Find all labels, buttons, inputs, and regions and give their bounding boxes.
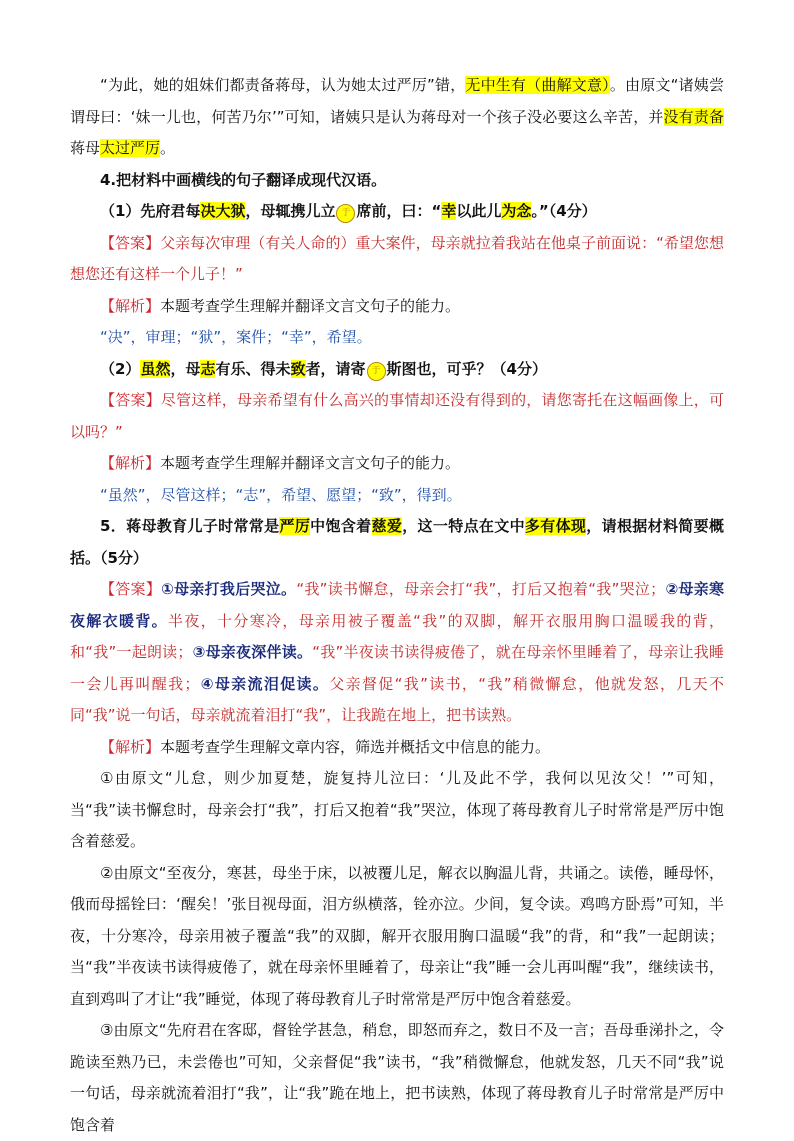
- answer-text: 半夜，十分寒冷，母亲用被子覆盖“我”的双脚，解开衣服用胸口温暖我的背，和“我”一起朗读；: [70, 611, 724, 661]
- text-segment: ，请根据材料简要概括。（5分）: [70, 517, 724, 567]
- highlight-keyword: 幸: [441, 202, 457, 220]
- analysis-text: 本题考查学生理解文章内容，筛选并概括文中信息的能力。: [160, 737, 551, 756]
- highlight-keyword: 虽然: [140, 359, 171, 378]
- answer-label: 【答案】: [100, 391, 161, 409]
- answer-text: 尽管这样，母亲希望有什么高兴的事情却还没有得到的，请您寄托在这幅画像上，可以吗？”: [70, 391, 724, 441]
- answer-4-1: [70, 228, 724, 291]
- highlight-keyword: 多有体现: [524, 517, 587, 535]
- highlight-keyword: 为念: [501, 202, 532, 220]
- answer-text: “我”半夜读书读得疲倦了，就在母亲怀里睡着了，母亲让我睡一会儿再叫醒我；: [70, 643, 725, 693]
- answer-key-point: ②母亲寒夜解衣暖背。: [70, 580, 724, 630]
- analysis-label: 【解析】: [100, 737, 161, 756]
- answer-key-point: ④母亲流泪促读。: [199, 674, 330, 693]
- note-4-2: “虽然”，尽管这样；“志”，希望、愿望；“致”，得到。: [100, 485, 462, 504]
- text-segment: 席前，曰：“: [356, 202, 442, 220]
- answer-key-point: ①母亲打我后哭泣。: [161, 580, 297, 598]
- text-segment: 者，请寄: [305, 359, 366, 378]
- highlight-keyword: 严厉: [279, 517, 311, 535]
- question-4-sub-2: （2）虽然，母志有乐、得未致者，请寄 于 斯图也，可乎？（4分）: [70, 354, 724, 386]
- answer-text: 父亲每次审理（有关人命的）重大案件，母亲就拉着我站在他桌子前面说：“希望您想想您还有这样一个儿子！”: [70, 233, 724, 283]
- note-4-1: “决”，审理；“狱”，案件；“幸”，希望。: [100, 328, 372, 346]
- question-4-sub-1: [70, 196, 724, 228]
- highlight-error-type: 无中生有（曲解文意）: [465, 76, 610, 94]
- circled-char: 于: [336, 204, 355, 223]
- answer-key-point: ③母亲夜深伴读。: [192, 643, 313, 661]
- highlight-keyword: 志: [200, 359, 216, 378]
- answer-4-2: [70, 385, 724, 448]
- explanation-5-2: ②由原文“至夜分，寒甚，母坐于床，以被覆儿足，解衣以胸温儿背，共诵之。读倦，睡母怀，俄而母摇铨曰：‘醒矣！’张目视母面，泪方纵横落，铨亦泣。少间，复令读。鸡鸣方卧焉”可知，半夜，十分寒冷，母亲用被子覆盖“我”的双脚，解开衣服用胸口温暖“我”的背，和“我”一起朗读；当“我”半夜读书读得疲倦了，就在母亲怀里睡着了，母亲让“我”睡一会儿再叫醒“我”，继续读书，直到鸡叫了才让“我”睡觉，体现了蒋母教育儿子时常常是严厉中饱含着慈爱。: [70, 863, 724, 1008]
- text-segment: 斯图也，可乎？（4分）: [386, 359, 547, 378]
- question-4-title: 4.把材料中画横线的句子翻译成现代汉语。: [100, 170, 387, 189]
- highlight-text: 没有责备: [663, 107, 724, 126]
- question-5-title: [70, 511, 724, 574]
- highlight-text: 太过严厉: [100, 139, 161, 157]
- text-segment: 。”（4分）: [531, 202, 597, 220]
- text-segment: 以此儿: [456, 202, 502, 220]
- text-segment: ，母辄携儿立: [245, 202, 336, 220]
- text-segment: ，母: [170, 359, 201, 378]
- paragraph-analysis-option: [70, 70, 724, 165]
- answer-label: 【答案】: [100, 233, 161, 252]
- analysis-4-2: [70, 448, 724, 480]
- analysis-4-1: [70, 291, 724, 323]
- answer-text: 父亲督促“我”读书，“我”稍微懈怠，他就发怒，几天不同“我”说一句话，母亲就流着泪打“我”，让我跪在地上，把书读熟。: [70, 674, 725, 724]
- analysis-text: 本题考查学生理解并翻译文言文句子的能力。: [160, 454, 461, 472]
- explanation-5-1: ①由原文“儿怠，则少加夏楚，旋复持儿泣曰：‘儿及此不学，我何以见汝父！’”可知，当“我”读书懈怠时，母亲会打“我”，打后又抱着“我”哭泣，体现了蒋母教育儿子时常常是严厉中饱含着慈爱。: [70, 769, 724, 850]
- analysis-5: [70, 732, 724, 764]
- analysis-text: 本题考查学生理解并翻译文言文句子的能力。: [160, 296, 461, 315]
- text-segment: 蒋母: [70, 139, 101, 157]
- analysis-label: 【解析】: [100, 454, 161, 472]
- text-segment: 5．蒋母教育儿子时常常是: [100, 517, 280, 535]
- highlight-keyword: 致: [290, 359, 306, 378]
- text-segment: “为此，她的姐妹们都责备蒋母，认为她太过严厉”错，: [100, 76, 466, 94]
- highlight-keyword: 决大狱: [200, 202, 246, 220]
- answer-text: “我”读书懈怠，母亲会打“我”，打后又抱着“我”哭泣；: [296, 580, 666, 598]
- highlight-keyword: 慈爱: [371, 517, 403, 535]
- text-segment: 。由原文“诸姨尝谓母曰：‘妹一儿也，何苦乃尔’”可知，诸姨只是认为蒋母对一个孩子没必要这么辛苦，并: [70, 76, 724, 126]
- explanation-5-3: ③由原文“先府君在客邸，督铨学甚急，稍怠，即怒而弃之，数日不及一言；吾母垂涕扑之，令跪读至熟乃已，未尝倦也”可知，父亲督促“我”读书，“我”稍微懈怠，他就发怒，几天不同“我”说一句话，母亲就流着泪打“我”，让“我”跪在地上，把书读熟，体现了蒋母教育儿子时常常是严厉中饱含着: [70, 1021, 724, 1134]
- text-segment: 有乐、得未: [215, 359, 291, 378]
- text-segment: 中饱含着: [310, 517, 372, 535]
- text-segment: （1）先府君每: [100, 202, 201, 220]
- text-segment: ，这一特点在文中: [402, 517, 525, 535]
- answer-5: [70, 574, 724, 732]
- answer-label: 【答案】: [100, 580, 162, 598]
- analysis-label: 【解析】: [100, 296, 161, 315]
- circled-char: 于: [367, 362, 386, 381]
- text-segment: 。: [160, 139, 176, 157]
